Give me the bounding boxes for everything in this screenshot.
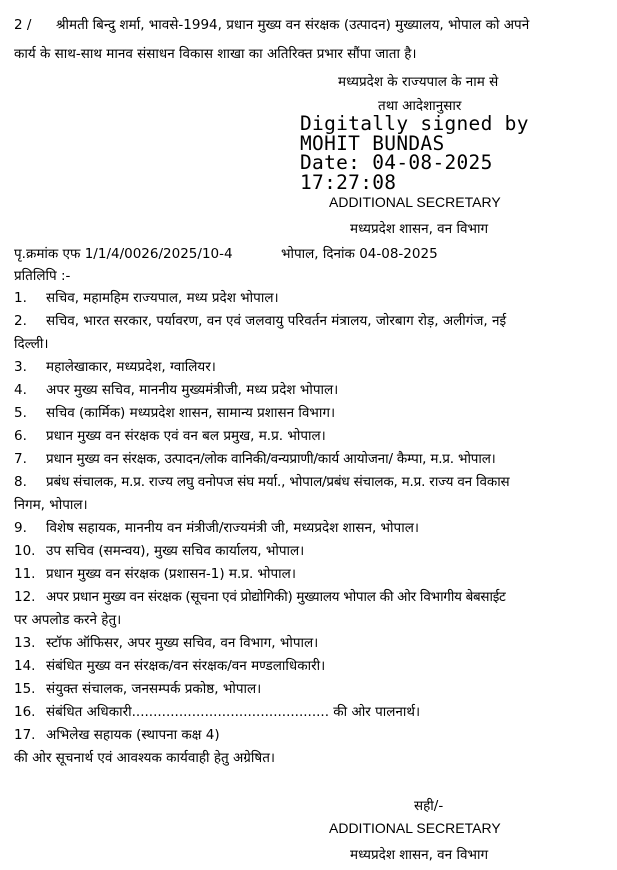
signature-time: 17:27:08 — [300, 170, 397, 194]
signature-name: MOHIT BUNDAS — [300, 131, 445, 155]
signature-line1: Digitally signed by — [300, 112, 529, 135]
list-item: 3. महालेखाकार, मध्यप्रदेश, ग्वालियर। — [14, 359, 216, 375]
list-item: 16. संबंधित अधिकारी.............................................. की ओर पालनार्थ। — [14, 704, 421, 720]
list-item: 2. सचिव, भारत सरकार, पर्यावरण, वन एवं जलवायु परिवर्तन मंत्रालय, जोरबाग रोड़, अलीगंज, नई — [14, 313, 507, 329]
list-item: 6. प्रधान मुख्य वन संरक्षक एवं वन बल प्रमुख, म.प्र. भोपाल। — [14, 428, 326, 444]
list-item: 5. सचिव (कार्मिक) मध्यप्रदेश शासन, सामान्य प्रशासन विभाग। — [14, 405, 336, 421]
signatory-department-bottom: मध्यप्रदेश शासन, वन विभाग — [350, 847, 489, 863]
signatory-title-top: ADDITIONAL SECRETARY — [329, 194, 501, 210]
order-paragraph — [14, 11, 607, 69]
authority-line2: तथा आदेशानुसार — [378, 98, 462, 114]
copy-heading: प्रतिलिपि :- — [14, 268, 71, 284]
list-item: 11. प्रधान मुख्य वन संरक्षक (प्रशासन-1) म.प्र. भोपाल। — [14, 566, 296, 582]
list-item: 15. संयुक्त संचालक, जनसम्पर्क प्रकोष्ठ, भोपाल। — [14, 681, 262, 697]
list-item: 9. विशेष सहायक, माननीय वन मंत्रीजी/राज्यमंत्री जी, मध्यप्रदेश शासन, भोपाल। — [14, 520, 419, 536]
list-item: 10. उप सचिव (समन्वय), मुख्य सचिव कार्यालय, भोपाल। — [14, 543, 305, 559]
signed-mark: सही/- — [414, 798, 444, 814]
list-item: 4. अपर मुख्य सचिव, माननीय मुख्यमंत्रीजी, मध्य प्रदेश भोपाल। — [14, 382, 339, 398]
list-item: 14. संबंधित मुख्य वन संरक्षक/वन संरक्षक/वन मण्डलाधिकारी। — [14, 658, 326, 674]
list-item: 1. सचिव, महामहिम राज्यपाल, मध्य प्रदेश भोपाल। — [14, 290, 279, 306]
closing-line: की ओर सूचनार्थ एवं आवश्यक कार्यवाही हेतु अग्रेषित। — [14, 750, 276, 766]
signatory-title-bottom: ADDITIONAL SECRETARY — [329, 820, 501, 836]
list-item-continuation: पर अपलोड करने हेतु। — [14, 612, 122, 628]
authority-line1: मध्यप्रदेश के राज्यपाल के नाम से — [338, 74, 499, 90]
digital-signature — [300, 114, 529, 192]
copy-list — [14, 287, 607, 770]
list-item-continuation: निगम, भोपाल। — [14, 497, 88, 513]
signatory-department-top: मध्यप्रदेश शासन, वन विभाग — [350, 221, 489, 237]
list-item: 13. स्टॉफ ऑफिसर, अपर मुख्य सचिव, वन विभाग, भोपाल। — [14, 635, 319, 651]
list-item: 7. प्रधान मुख्य वन संरक्षक, उत्पादन/लोक वानिकी/वन्यप्राणी/कार्य आयोजना/ कैम्पा, म.प्र. भोपाल। — [14, 451, 496, 467]
endorsement-ref-no: पृ.क्रमांक एफ 1/1/4/0026/2025/10-4 — [14, 246, 233, 262]
order-text-line1: श्रीमती बिन्दु शर्मा, भावसे-1994, प्रधान मुख्य वन संरक्षक (उत्पादन) मुख्यालय, भोपाल को अपने — [56, 17, 530, 33]
signature-date: Date: 04-08-2025 — [300, 151, 493, 174]
list-item: 12. अपर प्रधान मुख्य वन संरक्षक (सूचना एवं प्रोद्योगिकी) मुख्यालय भोपाल की ओर विभागीय बेबसाईट — [14, 589, 506, 605]
order-text-line2: कार्य के साथ-साथ मानव संसाधन विकास शाखा का अतिरिक्त प्रभार सौंपा जाता है। — [14, 46, 417, 62]
list-item: 17. अभिलेख सहायक (स्थापना कक्ष 4) — [14, 727, 220, 743]
order-number: 2 / — [14, 17, 32, 33]
endorsement-place-date: भोपाल, दिनांक 04-08-2025 — [281, 246, 438, 262]
list-item-continuation: दिल्ली। — [14, 336, 49, 352]
list-item: 8. प्रबंध संचालक, म.प्र. राज्य लघु वनोपज संघ मर्या., भोपाल/प्रबंध संचालक, म.प्र. राज्य वन विकास — [14, 474, 510, 490]
